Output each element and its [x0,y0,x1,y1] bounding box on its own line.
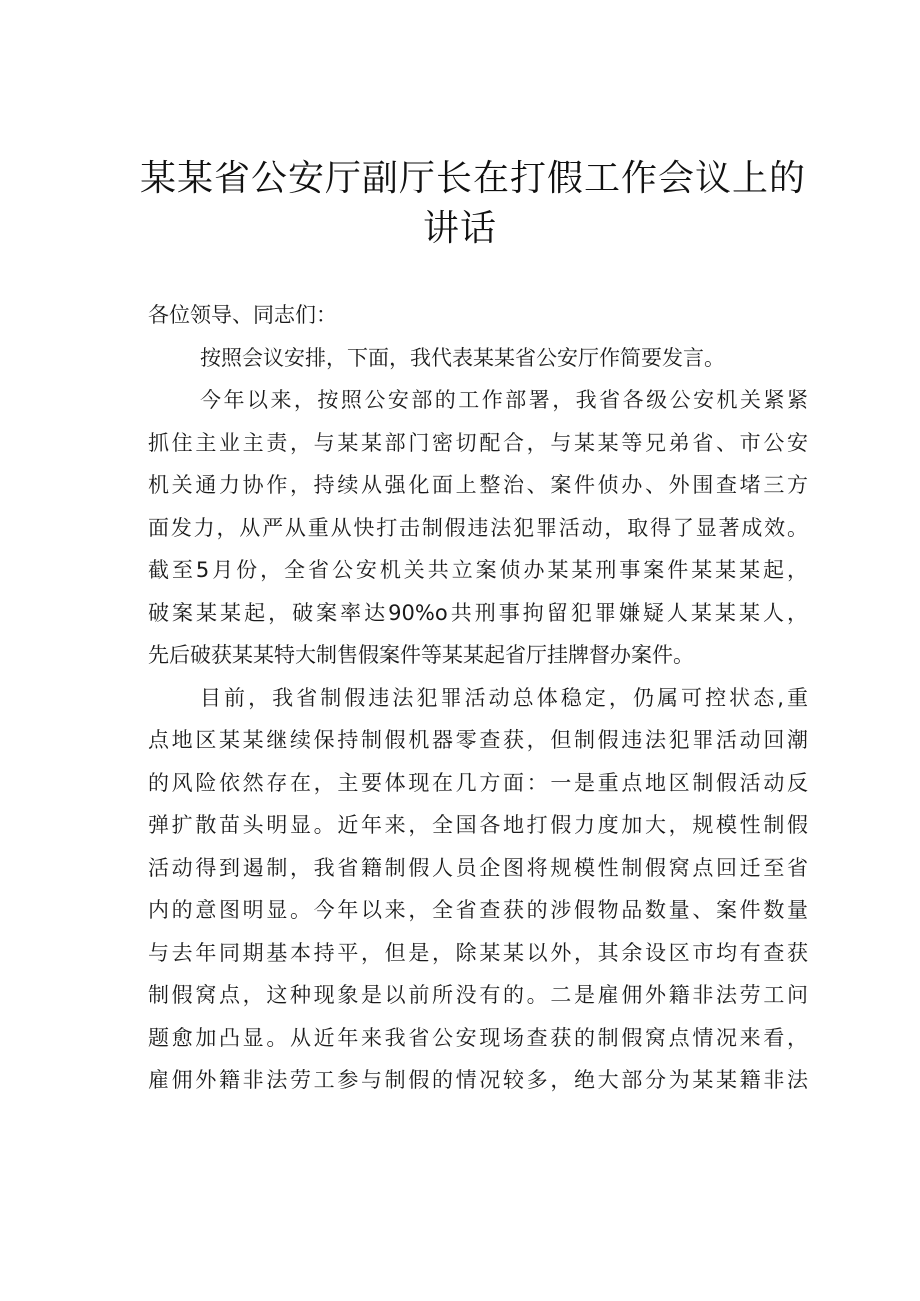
paragraph-line: 先后破获某某特大制售假案件等某某起省厅挂牌督办案件。 [148,643,694,667]
paragraph-line: 按照会议安排，下面，我代表某某省公安厅作简要发言。 [200,345,725,370]
paragraph-line: 雇佣外籍非法劳工参与制假的情况较多，绝大部分为某某籍非法 [148,1068,808,1092]
paragraph-line: 与去年同期基本持平，但是，除某某以外，其余设区市均有查获 [148,940,808,965]
paragraph-line: 制假窝点，这种现象是以前所没有的。二是雇佣外籍非法劳工问 [148,983,808,1007]
paragraph-line: 点地区某某继续保持制假机器零查获，但制假违法犯罪活动回潮 [148,728,808,752]
paragraph-line: 面发力，从严从重从快打击制假违法犯罪活动，取得了显著成效。 [148,515,808,540]
document-title [140,154,807,254]
paragraph-line: 截至5月份，全省公安机关共立案侦办某某刑事案件某某某起， [148,558,808,582]
paragraph-line: 的风险依然存在，主要体现在几方面：一是重点地区制假活动反 [148,770,808,795]
document-body [148,294,808,1102]
paragraph-line: 机关通力协作，持续从强化面上整治、案件侦办、外围查堵三方 [148,473,808,497]
paragraph-line: 内的意图明显。今年以来，全省查获的涉假物品数量、案件数量 [148,898,808,922]
paragraph-line: 活动得到遏制，我省籍制假人员企图将规模性制假窝点回迁至省 [148,855,808,880]
paragraph-line: 弹扩散苗头明显。近年来，全国各地打假力度加大，规模性制假 [148,813,808,837]
paragraph-line: 今年以来，按照公安部的工作部署，我省各级公安机关紧紧 [200,388,808,412]
paragraph-line: 目前，我省制假违法犯罪活动总体稳定，仍属可控状态,重 [200,685,808,710]
title-line-2: 讲话 [422,208,497,249]
paragraph-line: 抓住主业主责，与某某部门密切配合，与某某等兄弟省、市公安 [148,430,808,455]
title-line-1: 某某省公安厅副厅长在打假工作会议上的 [140,158,807,199]
salutation: 各位领导、同志们： [148,303,337,327]
paragraph-line: 题愈加凸显。从近年来我省公安现场查获的制假窝点情况来看， [148,1025,808,1050]
paragraph-line: 破案某某起，破案率达90%o共刑事拘留犯罪嫌疑人某某某人， [148,600,808,625]
